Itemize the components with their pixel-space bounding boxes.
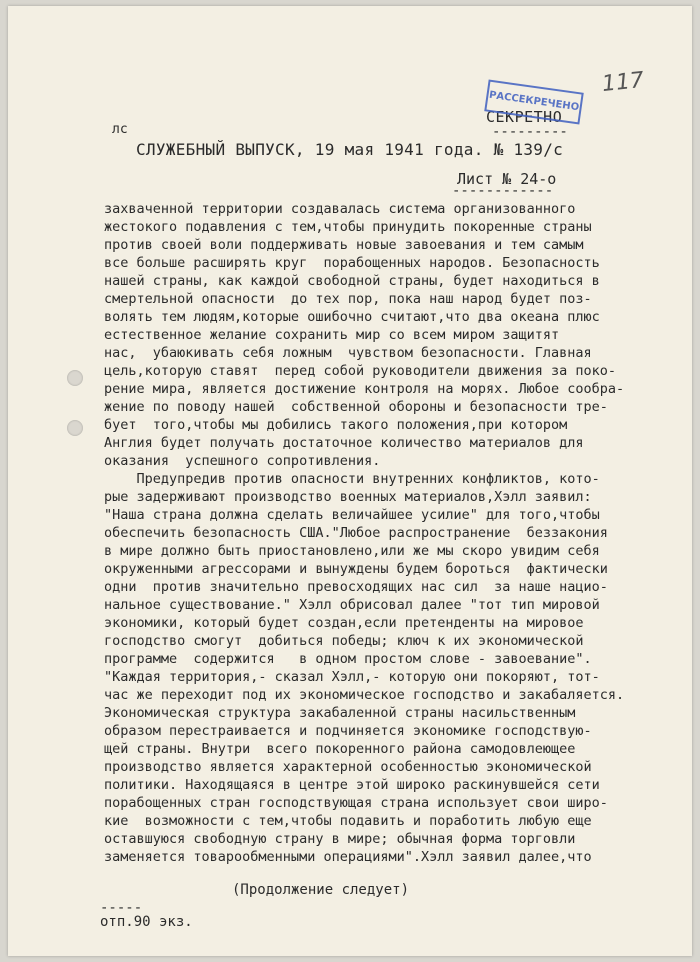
text-line: щей страны. Внутри всего покоренного района самодовлеющее bbox=[104, 741, 576, 757]
text-line: кие возможности с тем,чтобы подавить и поработить любую еще bbox=[104, 813, 592, 829]
text-line: естественное желание сохранить мир со всем миром защитят bbox=[104, 327, 560, 343]
text-line: против своей воли поддерживать новые завоевания и тем самым bbox=[104, 237, 584, 253]
classification-underline: --------- bbox=[492, 124, 568, 140]
text-line: одни против значительно превосходящих нас сил за наше нацио- bbox=[104, 579, 608, 595]
page-number: 117 bbox=[600, 67, 646, 98]
text-line: оказания успешного сопротивления. bbox=[104, 453, 381, 469]
text-line: бует того,чтобы мы добились такого положения,при котором bbox=[104, 417, 568, 433]
text-line: политики. Находящаяся в центре этой широко раскинувшейся сети bbox=[104, 777, 600, 793]
punch-hole bbox=[67, 370, 83, 386]
text-line: порабощенных стран господствующая страна использует свои широ- bbox=[104, 795, 608, 811]
classification-mark: СЕКРЕТНО bbox=[486, 108, 563, 126]
copies-count: отп.90 экз. bbox=[100, 914, 193, 930]
text-line: волять тем людям,которые ошибочно считают,что два океана плюс bbox=[104, 309, 600, 325]
text-line: Экономическая структура закабаленной страны насильственным bbox=[104, 705, 576, 721]
document-body bbox=[104, 200, 644, 866]
text-line: все больше расширять круг порабощенных народов. Безопасность bbox=[104, 255, 600, 271]
sheet-number: Лист № 24-о bbox=[457, 170, 557, 188]
text-line: производство является характерной особенностью экономической bbox=[104, 759, 592, 775]
declassified-stamp: РАССЕКРЕЧЕНО bbox=[484, 79, 584, 124]
text-line: программе содержится в одном простом слове - завоевание". bbox=[104, 651, 592, 667]
text-line: Англия будет получать достаточное количество материалов для bbox=[104, 435, 584, 451]
text-line: господство смогут добиться победы; ключ к их экономической bbox=[104, 633, 584, 649]
text-line: обеспечить безопасность США."Любое распространение беззакония bbox=[104, 525, 608, 541]
text-line: экономики, который будет создан,если претенденты на мировое bbox=[104, 615, 584, 631]
continuation-note: (Продолжение следует) bbox=[232, 882, 410, 898]
text-line: захваченной территории создавалась система организованного bbox=[104, 201, 576, 217]
text-line: оставшуюся свободную страну в мире; обычная форма торговли bbox=[104, 831, 576, 847]
text-line: окруженными агрессорами и вынуждены будем бороться фактически bbox=[104, 561, 608, 577]
text-line: нашей страны, как каждой свободной страны, будет находиться в bbox=[104, 273, 600, 289]
text-line: нас, убаюкивать себя ложным чувством безопасности. Главная bbox=[104, 345, 592, 361]
text-line: в мире должно быть приостановлено,или же мы скоро увидим себя bbox=[104, 543, 600, 559]
footer-divider: ----- bbox=[100, 900, 143, 916]
text-line: "Каждая территория,- сказал Хэлл,- которую они покоряют, тот- bbox=[104, 669, 600, 685]
initials: лс bbox=[112, 122, 128, 137]
text-line: образом перестраивается и подчиняется экономике господствую- bbox=[104, 723, 592, 739]
sheet-number-underline: ------------ bbox=[452, 183, 554, 199]
text-line: цель,которую ставят перед собой руководители движения за поко- bbox=[104, 363, 617, 379]
text-line: нальное существование." Хэлл обрисовал далее "тот тип мировой bbox=[104, 597, 600, 613]
text-line: час же переходит под их экономическое господство и закабаляется. bbox=[104, 687, 625, 703]
text-line: Предупредив против опасности внутренних конфликтов, кото- bbox=[104, 471, 600, 487]
text-line: смертельной опасности до тех пор, пока наш народ будет поз- bbox=[104, 291, 592, 307]
punch-hole bbox=[67, 420, 83, 436]
text-line: "Наша страна должна сделать величайшее усилие" для того,чтобы bbox=[104, 507, 600, 523]
text-line: жение по поводу нашей собственной обороны и безопасности тре- bbox=[104, 399, 608, 415]
document-header: СЛУЖЕБНЫЙ ВЫПУСК, 19 мая 1941 года. № 139/с bbox=[136, 140, 564, 159]
text-line: заменяется товарообменными операциями".Хэлл заявил далее,что bbox=[104, 849, 592, 865]
text-line: жестокого подавления с тем,чтобы принудить покоренные страны bbox=[104, 219, 592, 235]
text-line: рение мира, является достижение контроля на морях. Любое сообра- bbox=[104, 381, 625, 397]
text-line: рые задерживают производство военных материалов,Хэлл заявил: bbox=[104, 489, 592, 505]
